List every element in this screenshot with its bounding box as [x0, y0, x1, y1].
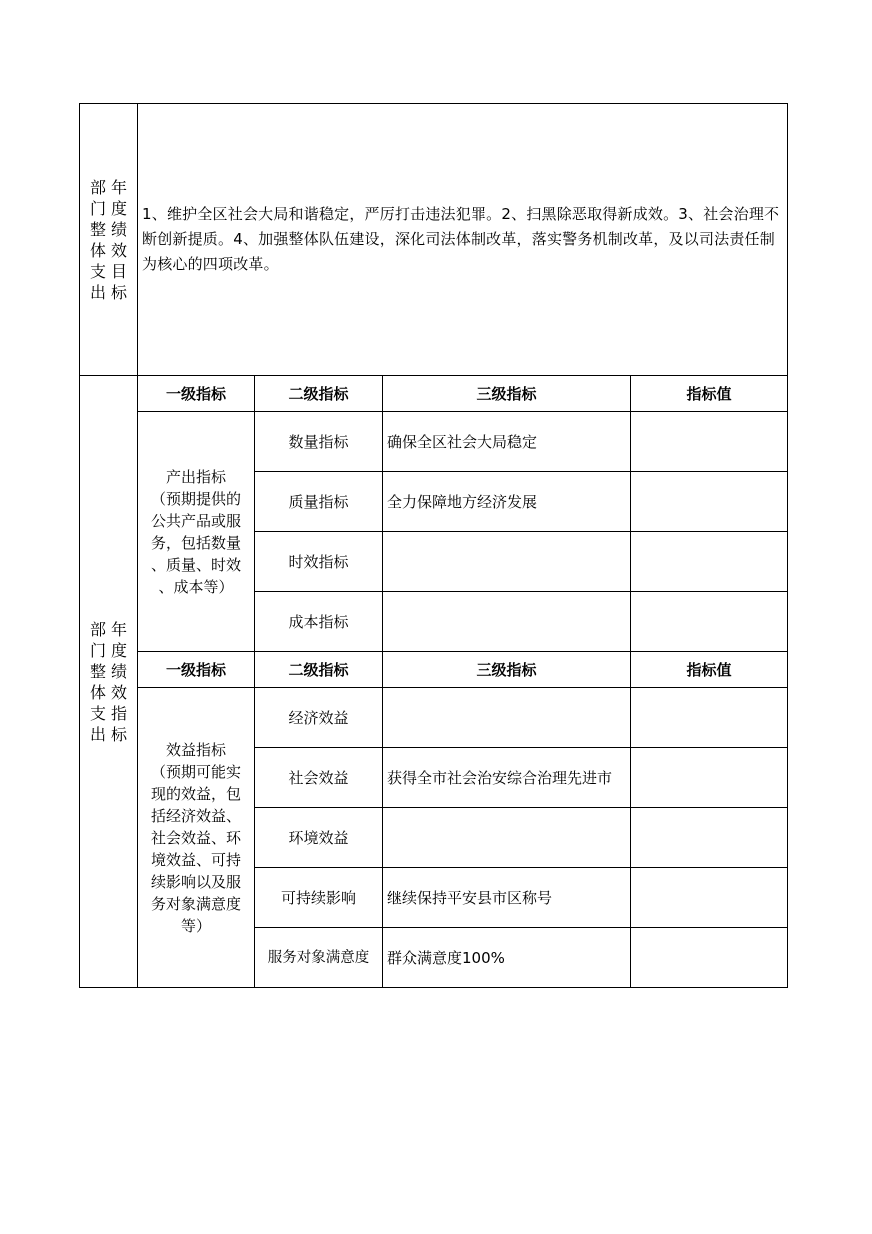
- value-cell: [631, 592, 788, 652]
- goal-label-col1: 部 门 整 体 支 出: [89, 177, 106, 302]
- level3-cell: 确保全区社会大局稳定: [383, 412, 631, 472]
- level3-cell: 获得全市社会治安综合治理先进市: [383, 748, 631, 808]
- header-level3: 三级指标: [383, 652, 631, 688]
- level3-cell: 全力保障地方经济发展: [383, 472, 631, 532]
- value-cell: [631, 412, 788, 472]
- level3-cell: 群众满意度100%: [383, 928, 631, 988]
- level3-cell: [383, 688, 631, 748]
- table-row: [80, 412, 788, 472]
- header-level3: 三级指标: [383, 376, 631, 412]
- level2-cell: 环境效益: [255, 808, 383, 868]
- header-level2: 二级指标: [255, 652, 383, 688]
- goal-text: 1、维护全区社会大局和谐稳定，严厉打击违法犯罪。2、扫黑除恶取得新成效。3、社会治理不断创新提质。4、加强整体队伍建设，深化司法体制改革，落实警务机制改革，及以司法责任制为核心的四项改革。: [138, 104, 788, 376]
- value-cell: [631, 868, 788, 928]
- benefit-header-row: [80, 652, 788, 688]
- benefit-level1-cell: 效益指标 （预期可能实 现的效益，包 括经济效益、 社会效益、环 境效益、可持 续影响以及服 务对象满意度 等）: [138, 688, 255, 988]
- level2-cell: 质量指标: [255, 472, 383, 532]
- value-cell: [631, 808, 788, 868]
- goal-row: [80, 104, 788, 376]
- performance-form-table: [79, 103, 788, 988]
- level2-cell: 经济效益: [255, 688, 383, 748]
- header-level2: 二级指标: [255, 376, 383, 412]
- goal-section-label: [80, 104, 138, 376]
- goal-label-col2: 年 度 绩 效 目 标: [111, 177, 128, 302]
- level2-cell: 成本指标: [255, 592, 383, 652]
- header-value: 指标值: [631, 376, 788, 412]
- output-header-row: [80, 376, 788, 412]
- indicator-label-col1: 部 门 整 体 支 出: [89, 619, 106, 744]
- level3-cell: [383, 808, 631, 868]
- value-cell: [631, 472, 788, 532]
- level2-cell: 数量指标: [255, 412, 383, 472]
- level3-cell: [383, 592, 631, 652]
- value-cell: [631, 688, 788, 748]
- level3-cell: [383, 532, 631, 592]
- indicator-label-col2: 年 度 绩 效 指 标: [111, 619, 128, 744]
- value-cell: [631, 748, 788, 808]
- value-cell: [631, 928, 788, 988]
- level2-cell: 可持续影响: [255, 868, 383, 928]
- table-row: [80, 688, 788, 748]
- header-value: 指标值: [631, 652, 788, 688]
- level3-cell: 继续保持平安县市区称号: [383, 868, 631, 928]
- output-level1-cell: 产出指标 （预期提供的 公共产品或服 务，包括数量 、质量、时效 、成本等）: [138, 412, 255, 652]
- value-cell: [631, 532, 788, 592]
- level2-cell: 时效指标: [255, 532, 383, 592]
- level2-cell: 社会效益: [255, 748, 383, 808]
- indicator-section-label: [80, 376, 138, 988]
- level2-cell: 服务对象满意度: [255, 928, 383, 988]
- header-level1: 一级指标: [138, 652, 255, 688]
- header-level1: 一级指标: [138, 376, 255, 412]
